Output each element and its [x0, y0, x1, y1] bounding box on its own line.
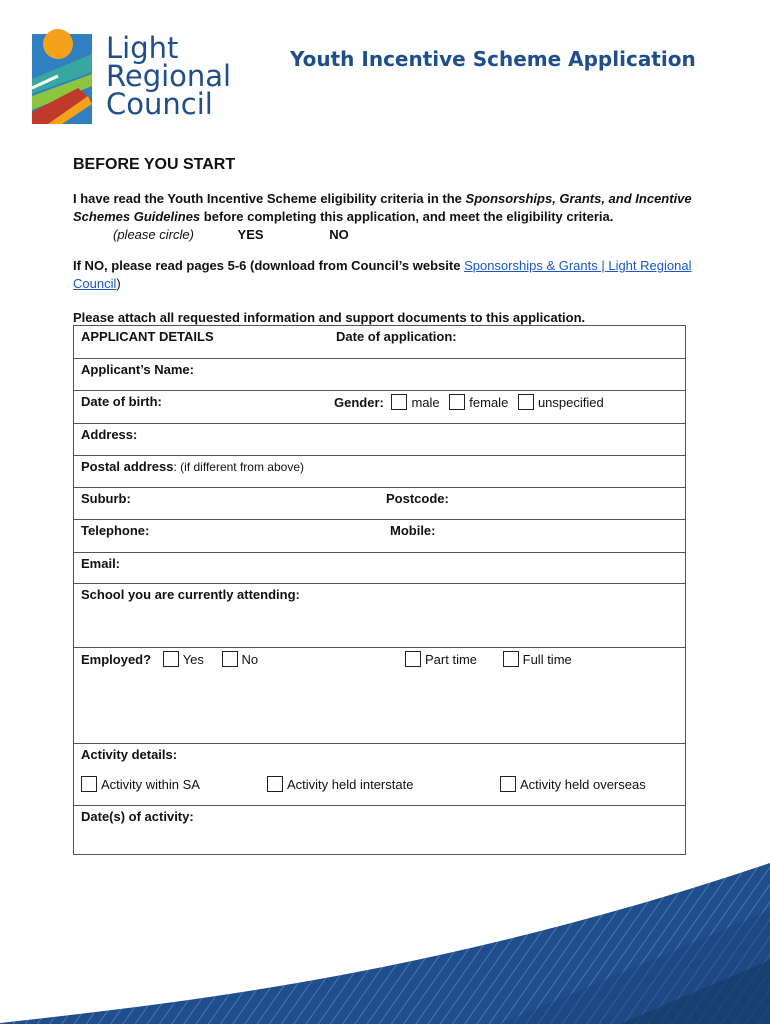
logo-line-1: Light [106, 31, 179, 65]
eligibility-statement [73, 190, 693, 244]
employment-row [74, 648, 686, 744]
applicant-details-row [74, 326, 686, 359]
if-no-text: If NO, please read pages 5-6 (download from Council’s website [73, 258, 465, 273]
postal-address-label: Postal address [81, 459, 174, 474]
date-of-birth-field[interactable]: Date of birth: [81, 394, 162, 409]
gender-female-label: female [469, 395, 509, 410]
section-heading: BEFORE YOU START [73, 156, 236, 173]
guidelines-link[interactable]: Sponsorships & Grants | Light Regional Council [73, 258, 692, 291]
postal-address-field[interactable] [74, 456, 686, 488]
activity-interstate-checkbox[interactable] [267, 776, 283, 792]
mobile-field[interactable]: Mobile: [390, 523, 436, 538]
activity-details-row [74, 744, 686, 806]
document-title: Youth Incentive Scheme Application [290, 47, 696, 71]
postcode-field[interactable]: Postcode: [386, 491, 449, 506]
part-time-checkbox[interactable] [405, 651, 421, 667]
suburb-postcode-row [74, 488, 686, 520]
gender-male-label: male [411, 395, 440, 410]
if-no-close: ) [116, 276, 121, 291]
telephone-field[interactable]: Telephone: [81, 523, 150, 538]
gender-label: Gender: [334, 395, 384, 410]
attach-note: Please attach all requested information and support documents to this application. [73, 310, 586, 325]
yes-option[interactable]: YES [237, 227, 264, 242]
gender-unspecified-checkbox[interactable] [518, 394, 534, 410]
gender-unspecified-label: unspecified [537, 395, 604, 410]
employed-yes-label: Yes [182, 652, 204, 667]
activity-overseas-checkbox[interactable] [500, 776, 516, 792]
school-field[interactable]: School you are currently attending: [74, 584, 686, 648]
full-time-checkbox[interactable] [503, 651, 519, 667]
activity-sa-label: Activity within SA [101, 777, 200, 792]
logo-line-2: Regional [106, 59, 232, 93]
activity-details-label: Activity details: [81, 747, 178, 762]
applicant-details-heading: APPLICANT DETAILS [81, 329, 214, 344]
please-circle-note: (please circle) [113, 227, 194, 242]
activity-overseas-label: Activity held overseas [520, 777, 646, 792]
guidelines-title: Sponsorships, Grants, and Incentive Schemes Guidelines [73, 191, 692, 224]
full-time-label: Full time [522, 652, 572, 667]
gender-female-checkbox[interactable] [449, 394, 465, 410]
employed-no-checkbox[interactable] [222, 651, 238, 667]
activity-sa-checkbox[interactable] [81, 776, 97, 792]
eligibility-text-c: before completing this application, and meet the eligibility criteria. [200, 209, 614, 224]
activity-dates-field[interactable]: Date(s) of activity: [74, 806, 686, 855]
address-field[interactable]: Address: [74, 424, 686, 456]
email-field[interactable]: Email: [74, 553, 686, 584]
footer-decoration [0, 850, 770, 1024]
suburb-field[interactable]: Suburb: [81, 491, 131, 506]
activity-interstate-label: Activity held interstate [287, 777, 414, 792]
employed-no-label: No [241, 652, 259, 667]
logo-line-3: Council [106, 87, 213, 121]
date-of-application-field[interactable]: Date of application: [336, 329, 457, 344]
employed-label: Employed? [81, 652, 152, 667]
council-logo [28, 24, 248, 128]
applicant-details-table [73, 325, 686, 855]
council-name [106, 31, 232, 121]
gender-male-checkbox[interactable] [391, 394, 407, 410]
if-no-note [73, 257, 693, 293]
applicant-name-field[interactable]: Applicant’s Name: [74, 359, 686, 391]
no-option[interactable]: NO [329, 227, 349, 242]
postal-address-note: : (if different from above) [173, 460, 304, 474]
employed-yes-checkbox[interactable] [163, 651, 179, 667]
part-time-label: Part time [425, 652, 478, 667]
dob-gender-row [74, 391, 686, 424]
telephone-mobile-row [74, 520, 686, 553]
eligibility-text-a: I have read the Youth Incentive Scheme eligibility criteria in the [73, 191, 466, 206]
council-logo-icon [28, 24, 98, 128]
